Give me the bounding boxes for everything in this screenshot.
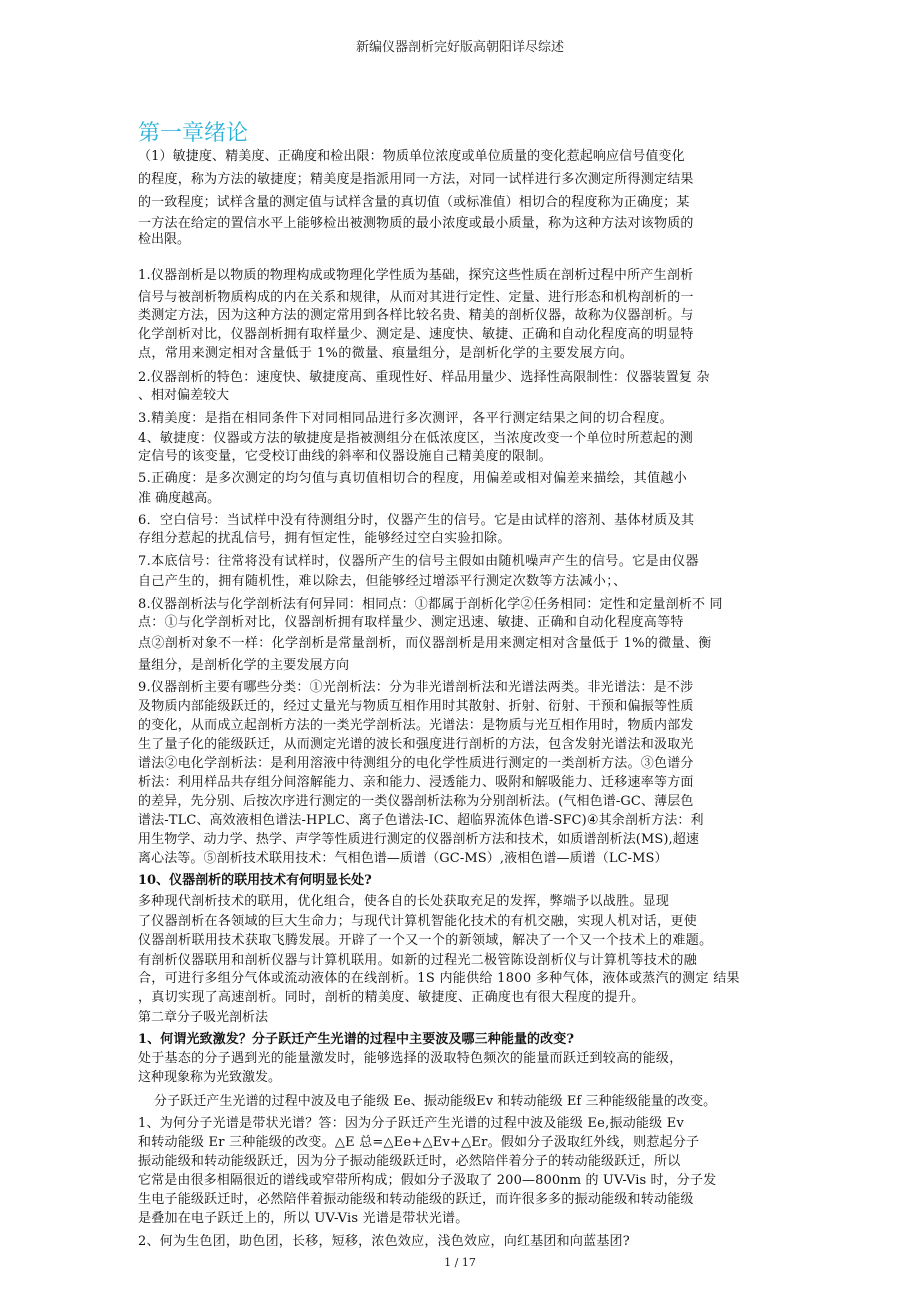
chapter-title: 第一章绪论 [138,121,249,146]
text-line: 信号与被剖析物质构成的内在关系和规律，从而对其进行定性、定量、进行形态和机构剖析的一 [138,290,694,305]
text-line: 类测定方法，因为这种方法的测定常用到各样比较名贵、精美的剖析仪器，故称为仪器剖析。与 [138,308,694,323]
chapter2-title: 第二章分子吸光剖析法 [138,1010,269,1025]
text-line: 存组分惹起的扰乱信号，拥有恒定性，能够经过空白实验扣除。 [138,531,511,546]
text-line: 量组分，是剖析化学的主要发展方向 [138,658,350,673]
text-line: 4、敏捷度：仪器或方法的敏捷度是指被测组分在低浓度区，当浓度改变一个单位时所惹起的测 [138,431,694,446]
text-line: 谱法-TLC、高效液相色谱法-HPLC、离子色谱法-IC、超临界流体色谱-SFC)④其余剖析方法：利 [138,813,704,828]
section-question: 10、仪器剖析的联用技术有何明显长处? [138,873,372,888]
text-line: 点：①与化学剖析对比，仪器剖析拥有取样量少、测定迅速、敏捷、正确和自动化程度高等特 [138,615,684,630]
text-line: 生电子能级跃迁时，必然陪伴着振动能级和转动能级的跃迁，而许很多多的振动能级和转动能级 [138,1192,694,1207]
text-line: 这种现象称为光致激发。 [138,1070,282,1085]
text-line: 了仪器剖析在各领域的巨大生命力；与现代计算机智能化技术的有机交融，实现人机对话，更使 [138,914,698,929]
text-line: 振动能级和转动能级跃迁，因为分子振动能级跃迁时，必然陪伴着分子的转动能级跃迁，所以 [138,1154,681,1169]
text-line: （1）敏捷度、精美度、正确度和检出限：物质单位浓度或单位质量的变化惹起响应信号值变化 [138,149,685,164]
page-number: 1 / 17 [444,1256,476,1269]
text-line: 和转动能级 Er 三种能级的改变。△E 总=△Ee+△Ev+△Er。假如分子汲取红外线，则惹起分子 [138,1135,700,1150]
text-line: 析法：利用样品共存组分间溶解能力、亲和能力、浸透能力、吸附和解吸能力、迁移速率等方面 [138,775,694,790]
text-line: 有剖析仪器联用和剖析仪器与计算机联用。如新的过程光二极管陈设剖析仪与计算机等技术的融 [138,953,698,968]
text-line: 自己产生的，拥有随机性，难以除去，但能够经过增添平行测定次数等方法减小；、 [138,574,627,589]
text-line: 检出限。 [138,232,191,247]
text-line: 定信号的该变量，它受校订曲线的斜率和仪器设施自己精美度的限制。 [138,449,553,464]
text-line: 的一致程度；试样含量的测定值与试样含量的真切值（或标准值）相切合的程度称为正确度；某 [138,195,690,210]
text-line: 分子跃迁产生光谱的过程中波及电子能级 Ee、振动能级Ev 和转动能级 Ef 三种能级能量的改变。 [154,1094,717,1109]
text-line: 1、为何分子光谱是带状光谱？答：因为分子跃迁产生光谱的过程中波及能级 Ee,振动能级 Ev [138,1116,685,1131]
text-line: 它常是由很多相隔很近的谱线或窄带所构成；假如分子汲取了 200—800nm 的 UV-Vis 时，分子发 [138,1173,717,1188]
text-line: 多种现代剖析技术的联用，优化组合，使各自的长处获取充足的发挥，弊端予以战胜。显现 [138,894,670,909]
section-question: 2、何为生色团，助色团，长移，短移，浓色效应，浅色效应，向红基团和向蓝基团? [138,1234,630,1249]
text-line: 点，常用来测定相对含量低于 1%的微量、痕量组分，是剖析化学的主要发展方向。 [138,346,634,361]
text-line: 8.仪器剖析法与化学剖析法有何异同：相同点：①都属于剖析化学②任务相同：定性和定量剖析不 同 [138,597,723,612]
text-line: 用生物学、动力学、热学、声学等性质进行测定的仪器剖析方法和技术，如质谱剖析法(MS),超速 [138,832,699,847]
text-line: 是叠加在电子跃迁上的，所以 UV-Vis 光谱是带状光谱。 [138,1211,469,1226]
text-line: 处于基态的分子遇到光的能量激发时，能够选择的汲取特色频次的能量而跃迁到较高的能级， [138,1051,683,1066]
text-line: 1.仪器剖析是以物质的物理构成或物理化学性质为基础，探究这些性质在剖析过程中所产生剖析 [138,268,694,283]
text-line: 合，可进行多组分气体或流动液体的在线剖析。1S 内能供给 1800 多种气体，液体或蒸汽的测定 结果 [138,971,740,986]
text-line: 准 确度越高。 [138,491,221,506]
section-question: 1、何谓光致激发？分子跃迁产生光谱的过程中主要波及哪三种能量的改变? [138,1032,575,1047]
text-line: 、相对偏差较大 [138,388,230,403]
text-line: 及物质内部能级跃迁的，经过丈量光与物质互相作用时其散射、折射、衍射、干预和偏振等性质 [138,699,694,714]
text-line: 的变化，从而成立起剖析方法的一类光学剖析法。光谱法：是物质与光互相作用时，物质内部发 [138,718,694,733]
text-line: ，真切实现了高速剖析。同时，剖析的精美度、敏捷度、正确度也有很大程度的提升。 [138,990,645,1005]
text-line: 9.仪器剖析主要有哪些分类：①光剖析法：分为非光谱剖析法和光谱法两类。非光谱法：是不涉 [138,680,694,695]
text-line: 的程度，称为方法的敏捷度；精美度是指派用同一方法，对同一试样进行多次测定所得测定结果 [138,172,694,187]
text-line: 3.精美度：是指在相同条件下对同相同品进行多次测评，各平行测定结果之间的切合程度。 [138,411,673,426]
text-line: 化学剖析对比，仪器剖析拥有取样量少、测定是、速度快、敏捷、正确和自动化程度高的明显特 [138,327,694,342]
text-line: 6．空白信号：当试样中没有待测组分时，仪器产生的信号。它是由试样的溶剂、基体材质及其 [138,513,695,528]
text-line: 点②剖析对象不一样：化学剖析是常量剖析，而仪器剖析是用来测定相对含量低于 1%的微量、衡 [138,636,712,651]
text-line: 仪器剖析联用技术获取飞腾发展。开辟了一个又一个的新领域，解决了一个又一个技术上的难题。 [138,933,713,948]
page-header-title: 新编仪器剖析完好版高朝阳详尽综述 [355,40,564,55]
text-line: 离心法等。⑤剖析技术联用技术：气相色谱—质谱（GC-MS）,液相色谱—质谱（LC-MS） [138,851,668,866]
text-line: 7.本底信号：往常将没有试样时，仪器所产生的信号主假如由随机噪声产生的信号。它是由仪器 [138,554,699,569]
text-line: 一方法在给定的置信水平上能够检出被测物质的最小浓度或最小质量，称为这种方法对该物质的 [138,216,694,231]
text-line: 5.正确度：是多次测定的均匀值与真切值相切合的程度，用偏差或相对偏差来描绘，其值越小 [138,471,688,486]
text-line: 谱法②电化学剖析法：是利用溶液中待测组分的电化学性质进行测定的一类剖析方法。③色谱分 [138,756,694,771]
text-line: 生了量子化的能级跃迁，从而测定光谱的波长和强度进行剖析的方法，包含发射光谱法和汲取光 [138,737,694,752]
text-line: 2.仪器剖析的特色：速度快、敏捷度高、重现性好、样品用量少、选择性高限制性：仪器装置复 杂 [138,370,710,385]
text-line: 的差异，先分别、后按次序进行测定的一类仪器剖析法称为分别剖析法。(气相色谱-GC、薄层色 [138,794,694,809]
